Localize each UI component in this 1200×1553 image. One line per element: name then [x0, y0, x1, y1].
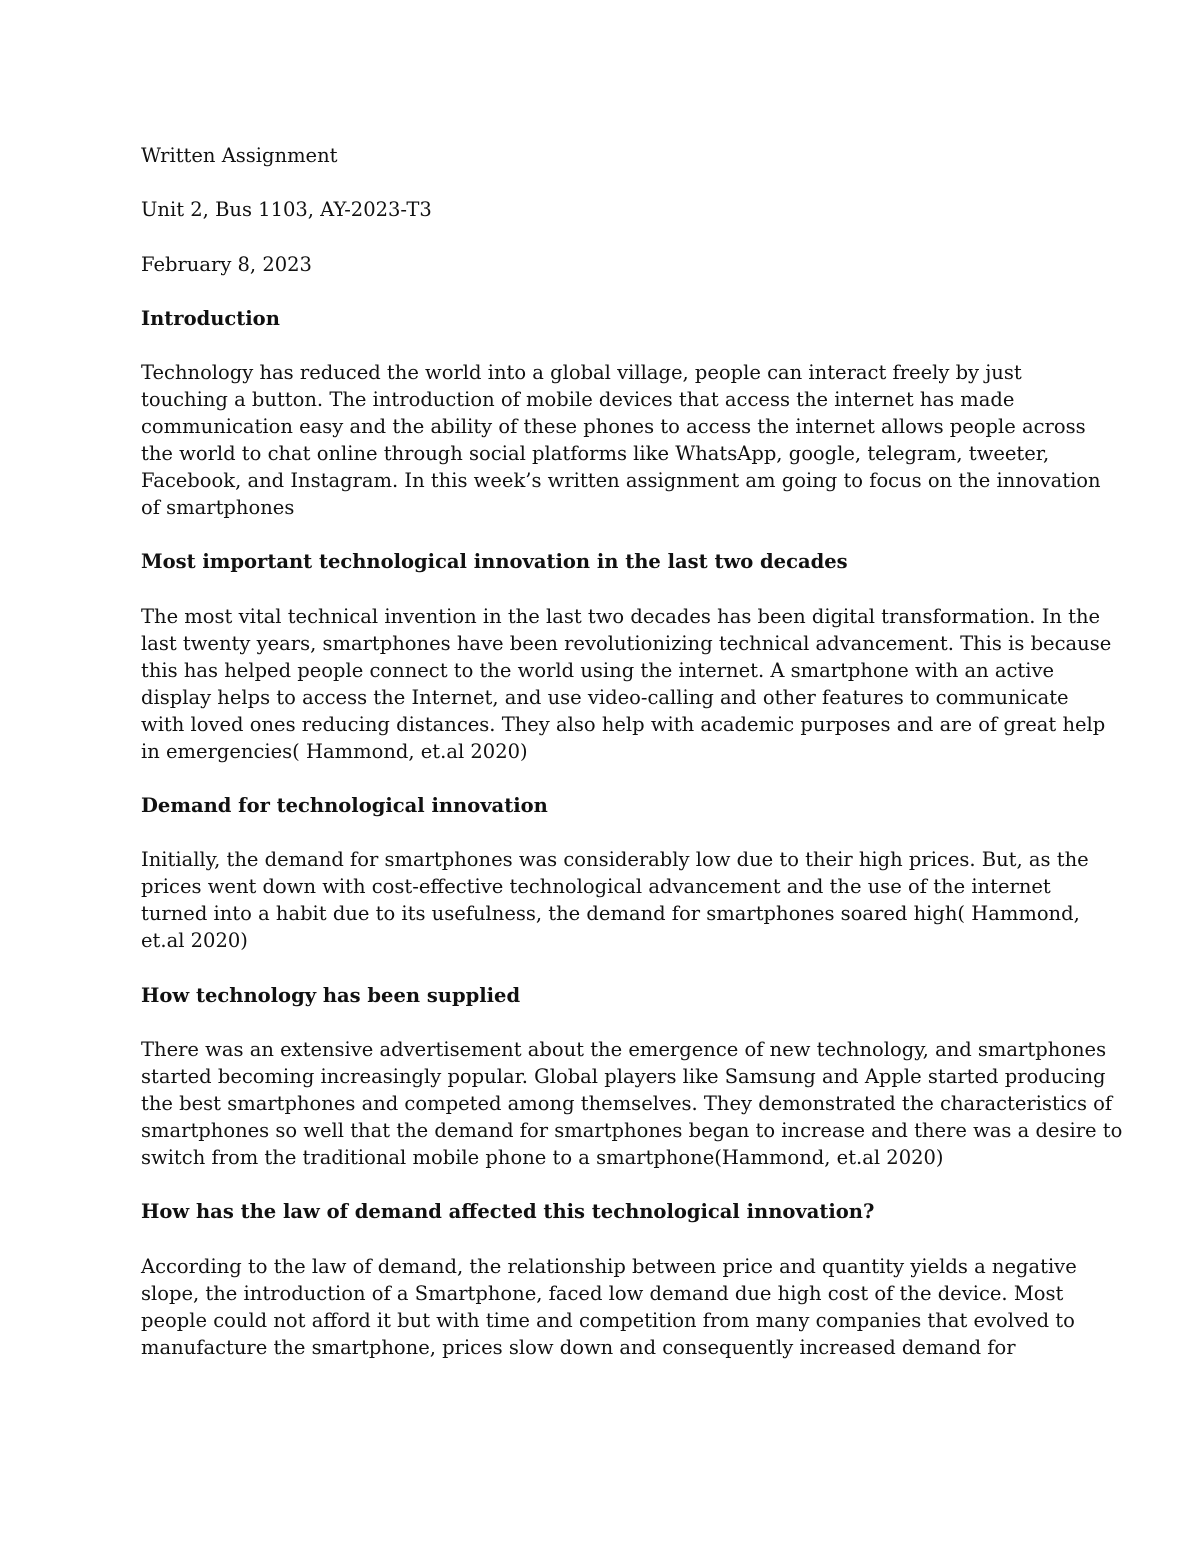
paragraph-line: The most vital technical invention in the last two decades has been digital transformation. In the: [141, 604, 1101, 628]
paragraph-line: Initially, the demand for smartphones was considerably low due to their high prices. But, as the: [141, 848, 1089, 872]
paragraph-line: the best smartphones and competed among themselves. They demonstrated the characteristics of: [141, 1091, 1113, 1115]
section-paragraph-introduction: [141, 359, 1101, 521]
paragraph-line: Technology has reduced the world into a global village, people can interact freely by just: [141, 361, 1022, 385]
paragraph-line: people could not afford it but with time and competition from many companies that evolved to: [141, 1308, 1075, 1332]
document-date: February 8, 2023: [141, 252, 312, 276]
section-heading-supply: How technology has been supplied: [141, 983, 521, 1007]
paragraph-line: communication easy and the ability of these phones to access the internet allows people across: [141, 415, 1086, 439]
section-paragraph-supply: [141, 1036, 1123, 1171]
section-paragraph-demand: [141, 846, 1089, 954]
section-paragraph-most-important-innovation: [141, 603, 1112, 765]
paragraph-line: switch from the traditional mobile phone to a smartphone(Hammond, et.al 2020): [141, 1145, 944, 1169]
paragraph-line: in emergencies( Hammond, et.al 2020): [141, 739, 528, 763]
paragraph-line: et.al 2020): [141, 929, 248, 953]
paragraph-line: started becoming increasingly popular. Global players like Samsung and Apple started producing: [141, 1064, 1106, 1088]
paragraph-line: last twenty years, smartphones have been revolutionizing technical advancement. This is because: [141, 631, 1112, 655]
paragraph-line: manufacture the smartphone, prices slow down and consequently increased demand for: [141, 1335, 1016, 1359]
paragraph-line: According to the law of demand, the relationship between price and quantity yields a negative: [141, 1254, 1077, 1278]
document-body: [141, 142, 1123, 1361]
course-info: Unit 2, Bus 1103, AY-2023-T3: [141, 198, 432, 222]
paragraph-line: Facebook, and Instagram. In this week’s written assignment am going to focus on the innovation: [141, 469, 1101, 493]
section-heading-law-of-demand: How has the law of demand affected this technological innovation?: [141, 1200, 875, 1224]
section-paragraph-law-of-demand: [141, 1253, 1077, 1361]
paragraph-line: display helps to access the Internet, and use video-calling and other features to communicate: [141, 685, 1069, 709]
paragraph-line: slope, the introduction of a Smartphone, faced low demand due high cost of the device. Most: [141, 1281, 1064, 1305]
paragraph-line: touching a button. The introduction of mobile devices that access the internet has made: [141, 388, 1015, 412]
paragraph-line: this has helped people connect to the world using the internet. A smartphone with an active: [141, 658, 1055, 682]
paragraph-line: turned into a habit due to its usefulness, the demand for smartphones soared high( Hammond,: [141, 902, 1080, 926]
paragraph-line: the world to chat online through social platforms like WhatsApp, google, telegram, tweeter,: [141, 442, 1050, 466]
paragraph-line: There was an extensive advertisement about the emergence of new technology, and smartphones: [141, 1037, 1107, 1061]
paragraph-line: with loved ones reducing distances. They also help with academic purposes and are of great help: [141, 712, 1106, 736]
paragraph-line: prices went down with cost-effective technological advancement and the use of the internet: [141, 875, 1051, 899]
section-heading-demand: Demand for technological innovation: [141, 794, 548, 818]
document-title: Written Assignment: [141, 144, 338, 167]
paragraph-line: of smartphones: [141, 496, 295, 520]
section-heading-most-important-innovation: Most important technological innovation in the last two decades: [141, 550, 848, 574]
section-heading-introduction: Introduction: [141, 306, 280, 330]
paragraph-line: smartphones so well that the demand for smartphones began to increase and there was a desire to: [141, 1118, 1123, 1142]
